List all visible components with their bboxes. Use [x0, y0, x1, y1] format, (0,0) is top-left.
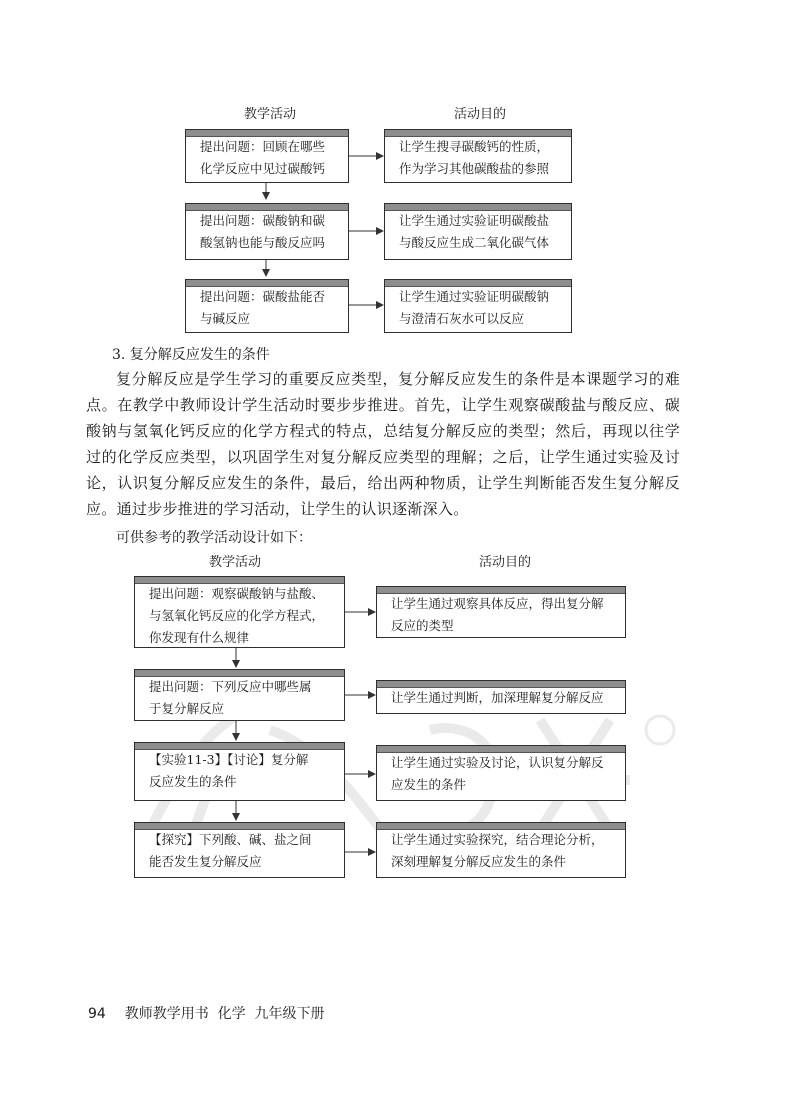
d2-activity-box-2: 提出问题：下列反应中哪些属 于复分解反应: [134, 669, 345, 721]
d2-activity-box-1: 提出问题：观察碳酸钠与盐酸、 与氢氧化钙反应的化学方程式， 你发现有什么规律: [134, 576, 345, 648]
book-title: 教师教学用书 化学 九年级下册: [124, 1006, 325, 1022]
page-footer: [88, 1003, 325, 1023]
d2-goal-box-1: 让学生通过观察具体反应，得出复分解 反应的类型: [376, 586, 626, 638]
d1-right-column-header: 活动目的: [453, 107, 506, 122]
page-number: 94: [88, 1006, 106, 1022]
d1-goal-box-2: 让学生通过实验证明碳酸盐 与酸反应生成二氧化碳气体: [384, 203, 572, 260]
d1-activity-box-2: 提出问题：碳酸钠和碳 酸氢钠也能与酸反应吗: [185, 203, 349, 260]
d2-activity-box-4: 【探究】下列酸、碱、盐之间 能否发生复分解反应: [134, 822, 345, 878]
d1-left-column-header: 教学活动: [243, 107, 296, 122]
d2-left-column-header: 教学活动: [208, 555, 261, 570]
d1-goal-box-3: 让学生通过实验证明碳酸钠 与澄清石灰水可以反应: [384, 279, 572, 333]
section-body: [86, 366, 680, 522]
d2-goal-box-4: 让学生通过实验探究，结合理论分析， 深刻理解复分解反应发生的条件: [376, 822, 626, 878]
d2-goal-box-3: 让学生通过实验及讨论，认识复分解反 应发生的条件: [376, 745, 626, 801]
d2-goal-box-2: 让学生通过判断，加深理解复分解反应: [376, 680, 626, 714]
section-paragraph: 复分解反应是学生学习的重要反应类型，复分解反应发生的条件是本课题学习的难点。在教学中教师设计学生活动时要步步推进。首先，让学生观察碳酸盐与酸反应、碳酸钠与氢氧化钙反应的化学方程式的特点，总结复分解反应的类型；然后，再现以往学过的化学反应类型，以巩固学生对复分解反应类型的理解；之后，让学生通过实验及讨论，认识复分解反应发生的条件，最后，给出两种物质，让学生判断能否发生复分解反应。通过步步推进的学习活动，让学生的认识逐渐深入。: [86, 370, 680, 518]
d1-activity-box-3: 提出问题：碳酸盐能否 与碱反应: [185, 279, 349, 333]
design-intro-text: 可供参考的教学活动设计如下：: [116, 530, 312, 546]
d1-goal-box-1: 让学生搜寻碳酸钙的性质， 作为学习其他碳酸盐的参照: [384, 129, 572, 183]
d2-right-column-header: 活动目的: [478, 555, 531, 570]
section-heading: 3. 复分解反应发生的条件: [112, 347, 270, 363]
d1-activity-box-1: 提出问题：回顾在哪些 化学反应中见过碳酸钙: [185, 129, 349, 183]
d2-activity-box-3: 【实验11-3】【讨论】复分解 反应发生的条件: [134, 742, 345, 801]
